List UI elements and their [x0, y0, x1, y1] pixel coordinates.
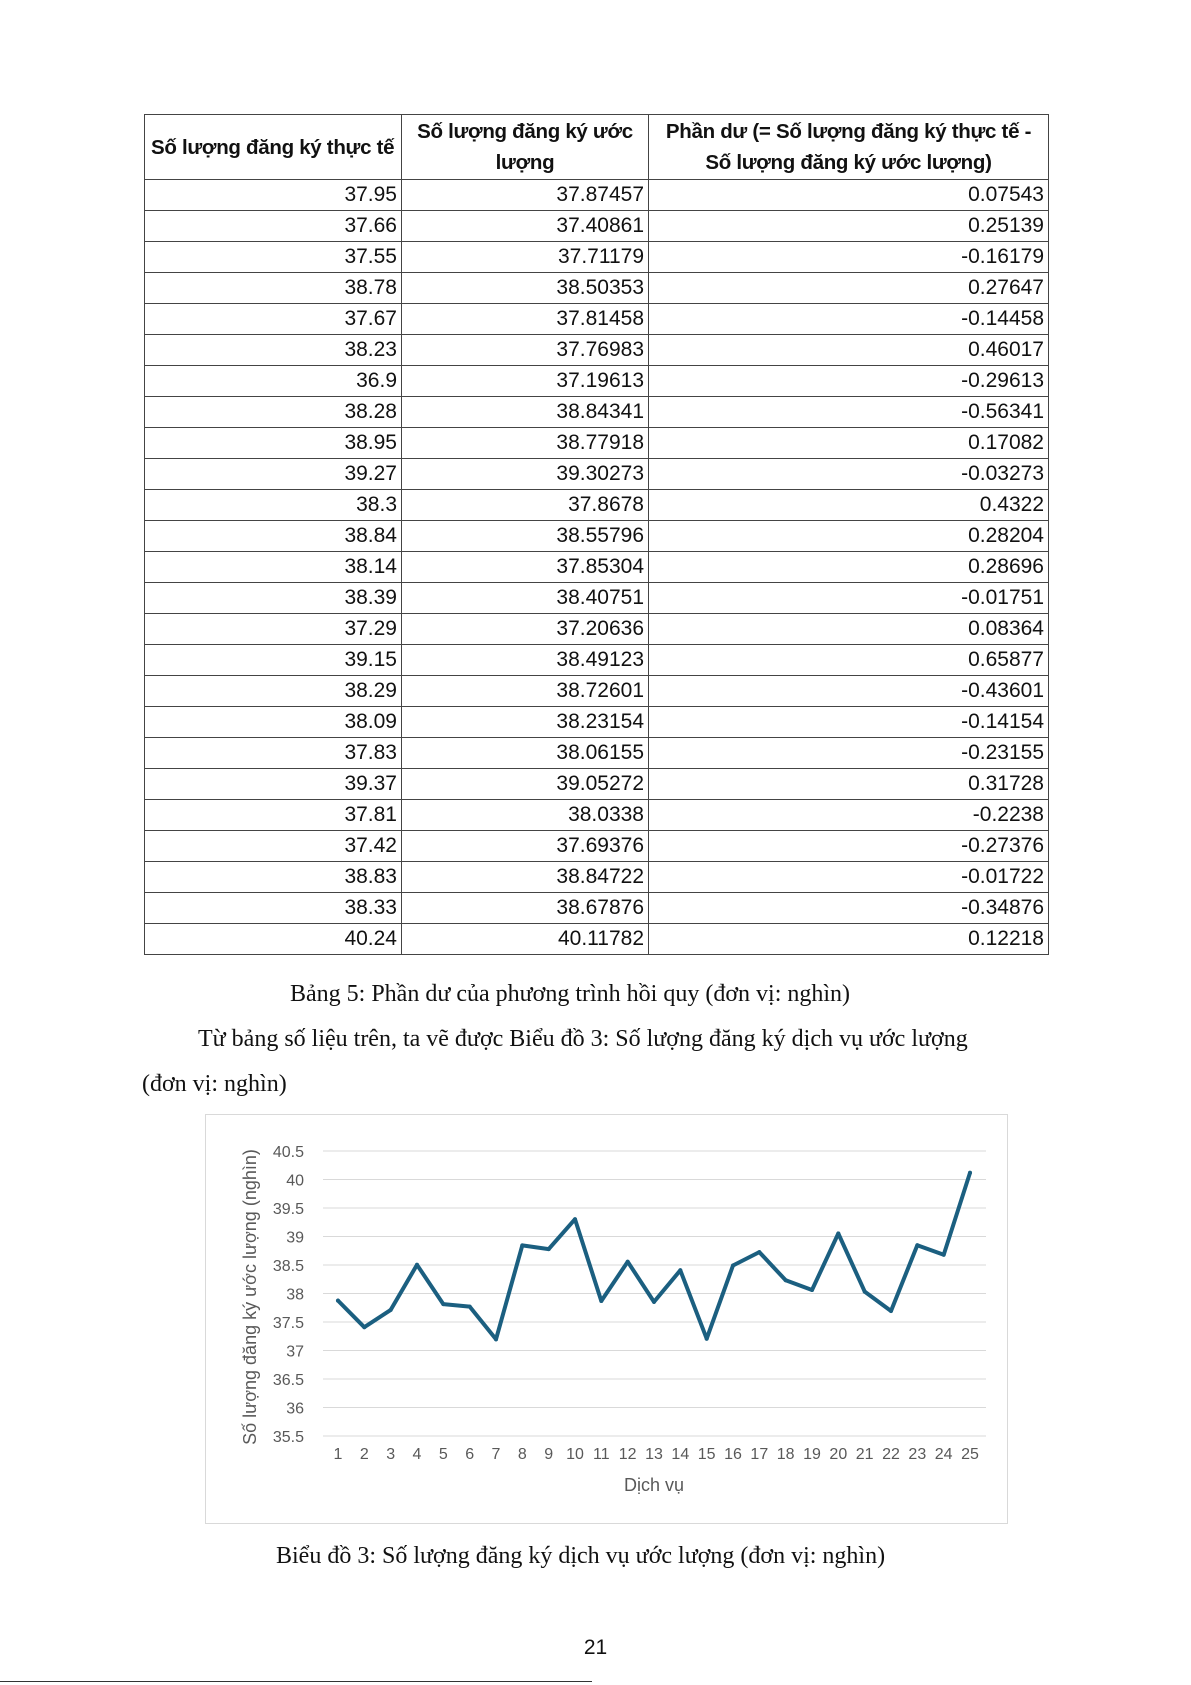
- table-row: [145, 924, 1049, 955]
- data-point: [468, 1305, 472, 1309]
- data-point: [494, 1337, 498, 1341]
- cell-estimated: 39.30273: [402, 459, 649, 490]
- cell-actual: 39.37: [145, 769, 402, 800]
- cell-actual: 38.84: [145, 521, 402, 552]
- data-point: [784, 1278, 788, 1282]
- cell-residual: 0.17082: [649, 428, 1049, 459]
- x-axis-title: Dịch vụ: [623, 1475, 685, 1495]
- cell-actual: 37.67: [145, 304, 402, 335]
- cell-residual: -0.56341: [649, 397, 1049, 428]
- x-tick-label: 8: [517, 1446, 527, 1463]
- table-row: [145, 211, 1049, 242]
- cell-residual: -0.27376: [649, 831, 1049, 862]
- data-point: [652, 1300, 656, 1304]
- cell-estimated: 38.72601: [402, 676, 649, 707]
- y-tick-label: 38: [286, 1286, 304, 1304]
- cell-residual: -0.43601: [649, 676, 1049, 707]
- data-point: [968, 1171, 972, 1175]
- x-tick-label: 7: [491, 1446, 501, 1463]
- cell-residual: -0.23155: [649, 738, 1049, 769]
- cell-estimated: 37.87457: [402, 180, 649, 211]
- y-tick-label: 40: [286, 1172, 304, 1190]
- table-row: [145, 614, 1049, 645]
- cell-actual: 38.78: [145, 273, 402, 304]
- header-actual: Số lượng đăng ký thực tế: [145, 115, 402, 180]
- paragraph-line-2: (đơn vị: nghìn): [142, 1071, 287, 1097]
- cell-actual: 38.29: [145, 676, 402, 707]
- cell-residual: 0.08364: [649, 614, 1049, 645]
- data-point: [863, 1290, 867, 1294]
- data-point: [573, 1217, 577, 1221]
- y-tick-label: 39.5: [272, 1201, 304, 1218]
- x-tick-label: 14: [671, 1446, 690, 1463]
- table-row: [145, 521, 1049, 552]
- x-tick-label: 13: [645, 1446, 663, 1463]
- table-row: [145, 583, 1049, 614]
- cell-residual: 0.25139: [649, 211, 1049, 242]
- table-header-row: [145, 115, 1049, 180]
- x-tick-label: 11: [593, 1446, 610, 1463]
- table-row: [145, 273, 1049, 304]
- y-tick-label: 37.5: [272, 1315, 304, 1332]
- cell-residual: 0.27647: [649, 273, 1049, 304]
- data-point: [415, 1263, 419, 1267]
- cell-actual: 38.83: [145, 862, 402, 893]
- x-tick-label: 22: [882, 1446, 900, 1463]
- data-point: [810, 1288, 814, 1292]
- data-point: [362, 1325, 366, 1329]
- cell-actual: 38.95: [145, 428, 402, 459]
- table-row: [145, 304, 1049, 335]
- data-point: [705, 1337, 709, 1341]
- cell-actual: 38.3: [145, 490, 402, 521]
- cell-actual: 38.09: [145, 707, 402, 738]
- cell-actual: 39.27: [145, 459, 402, 490]
- cell-residual: -0.01751: [649, 583, 1049, 614]
- cell-actual: 38.28: [145, 397, 402, 428]
- cell-estimated: 38.84722: [402, 862, 649, 893]
- cell-actual: 38.23: [145, 335, 402, 366]
- cell-residual: 0.4322: [649, 490, 1049, 521]
- x-tick-label: 19: [803, 1446, 821, 1463]
- data-point: [915, 1243, 919, 1247]
- table-row: [145, 552, 1049, 583]
- table-row: [145, 707, 1049, 738]
- cell-estimated: 37.40861: [402, 211, 649, 242]
- table-row: [145, 893, 1049, 924]
- data-point: [599, 1299, 603, 1303]
- y-tick-label: 38.5: [272, 1258, 304, 1275]
- header-estimated: Số lượng đăng ký ước lượng: [402, 115, 649, 180]
- cell-estimated: 37.81458: [402, 304, 649, 335]
- cell-residual: 0.28204: [649, 521, 1049, 552]
- cell-estimated: 37.8678: [402, 490, 649, 521]
- cell-actual: 37.81: [145, 800, 402, 831]
- table-body: [145, 180, 1049, 955]
- cell-actual: 39.15: [145, 645, 402, 676]
- table-row: [145, 366, 1049, 397]
- x-tick-label: 9: [544, 1446, 554, 1463]
- table-row: [145, 862, 1049, 893]
- cell-estimated: 38.0338: [402, 800, 649, 831]
- table-caption: Bảng 5: Phần dư của phương trình hồi quy (đơn vị: nghìn): [290, 981, 851, 1007]
- cell-estimated: 38.55796: [402, 521, 649, 552]
- cell-actual: 36.9: [145, 366, 402, 397]
- data-point: [389, 1308, 393, 1312]
- x-tick-label: 3: [386, 1446, 396, 1463]
- page-number: 21: [583, 1636, 608, 1659]
- y-axis-title: Số lượng đăng ký ước lượng (nghìn): [240, 1149, 260, 1445]
- x-tick-label: 21: [855, 1446, 874, 1463]
- y-tick-label: 35.5: [272, 1429, 304, 1446]
- cell-residual: -0.2238: [649, 800, 1049, 831]
- y-tick-label: 40.5: [272, 1144, 304, 1161]
- cell-estimated: 37.69376: [402, 831, 649, 862]
- x-tick-label: 6: [465, 1446, 475, 1463]
- x-tick-label: 16: [724, 1446, 742, 1463]
- cell-estimated: 38.77918: [402, 428, 649, 459]
- cell-actual: 38.33: [145, 893, 402, 924]
- cell-actual: 37.83: [145, 738, 402, 769]
- data-point: [836, 1231, 840, 1235]
- cell-estimated: 37.85304: [402, 552, 649, 583]
- header-residual: Phần dư (= Số lượng đăng ký thực tế - Số lượng đăng ký ước lượng): [649, 115, 1049, 180]
- cell-residual: -0.16179: [649, 242, 1049, 273]
- cell-estimated: 38.23154: [402, 707, 649, 738]
- table-row: [145, 676, 1049, 707]
- y-tick-label: 36.5: [272, 1372, 304, 1389]
- x-tick-label: 5: [438, 1446, 448, 1463]
- data-point: [678, 1268, 682, 1272]
- x-tick-label: 23: [908, 1446, 927, 1463]
- table-row: [145, 800, 1049, 831]
- x-tick-label: 10: [566, 1446, 584, 1463]
- x-tick-label: 1: [333, 1446, 343, 1463]
- cell-residual: 0.46017: [649, 335, 1049, 366]
- chart-svg: [206, 1115, 1007, 1523]
- data-point: [547, 1247, 551, 1251]
- cell-actual: 40.24: [145, 924, 402, 955]
- x-tick-label: 4: [412, 1446, 422, 1463]
- table-row: [145, 645, 1049, 676]
- cell-actual: 38.14: [145, 552, 402, 583]
- cell-estimated: 38.67876: [402, 893, 649, 924]
- x-tick-label: 18: [776, 1446, 795, 1463]
- cell-actual: 37.55: [145, 242, 402, 273]
- cell-actual: 37.95: [145, 180, 402, 211]
- data-point: [731, 1263, 735, 1267]
- chart-caption: Biểu đồ 3: Số lượng đăng ký dịch vụ ước lượng (đơn vị: nghìn): [276, 1543, 886, 1569]
- data-point: [441, 1302, 445, 1306]
- data-point: [520, 1243, 524, 1247]
- x-tick-label: 17: [750, 1446, 769, 1463]
- cell-residual: 0.31728: [649, 769, 1049, 800]
- cell-estimated: 38.50353: [402, 273, 649, 304]
- cell-residual: 0.65877: [649, 645, 1049, 676]
- x-tick-label: 24: [934, 1446, 953, 1463]
- table-row: [145, 335, 1049, 366]
- cell-estimated: 39.05272: [402, 769, 649, 800]
- cell-estimated: 37.20636: [402, 614, 649, 645]
- cell-actual: 38.39: [145, 583, 402, 614]
- cell-residual: 0.12218: [649, 924, 1049, 955]
- cell-residual: 0.28696: [649, 552, 1049, 583]
- table-row: [145, 831, 1049, 862]
- cell-estimated: 37.76983: [402, 335, 649, 366]
- cell-estimated: 40.11782: [402, 924, 649, 955]
- x-tick-label: 25: [961, 1446, 979, 1463]
- y-tick-label: 39: [286, 1229, 304, 1247]
- cell-estimated: 38.84341: [402, 397, 649, 428]
- table-row: [145, 180, 1049, 211]
- data-point: [889, 1309, 893, 1313]
- cell-estimated: 38.49123: [402, 645, 649, 676]
- cell-estimated: 38.06155: [402, 738, 649, 769]
- cell-actual: 37.42: [145, 831, 402, 862]
- cell-residual: -0.34876: [649, 893, 1049, 924]
- cell-residual: 0.07543: [649, 180, 1049, 211]
- cell-residual: -0.01722: [649, 862, 1049, 893]
- cell-actual: 37.66: [145, 211, 402, 242]
- y-tick-label: 36: [286, 1400, 304, 1418]
- table-row: [145, 397, 1049, 428]
- data-point: [336, 1299, 340, 1303]
- cell-estimated: 37.71179: [402, 242, 649, 273]
- cell-estimated: 37.19613: [402, 366, 649, 397]
- residuals-table: [144, 114, 1049, 955]
- cell-residual: -0.14458: [649, 304, 1049, 335]
- x-tick-label: 20: [829, 1446, 848, 1463]
- paragraph-line-1: Từ bảng số liệu trên, ta vẽ được Biểu đồ 3: Số lượng đăng ký dịch vụ ước lượng: [198, 1026, 968, 1052]
- footer-rule: [0, 1681, 592, 1682]
- table-row: [145, 428, 1049, 459]
- data-point: [757, 1250, 761, 1254]
- cell-residual: -0.14154: [649, 707, 1049, 738]
- table-row: [145, 459, 1049, 490]
- table-row: [145, 490, 1049, 521]
- cell-residual: -0.03273: [649, 459, 1049, 490]
- line-chart: [205, 1114, 1008, 1524]
- cell-actual: 37.29: [145, 614, 402, 645]
- x-tick-label: 2: [359, 1446, 369, 1463]
- x-tick-label: 15: [697, 1446, 716, 1463]
- data-point: [942, 1253, 946, 1257]
- series-line: [338, 1173, 970, 1340]
- y-tick-label: 37: [286, 1343, 304, 1361]
- cell-estimated: 38.40751: [402, 583, 649, 614]
- cell-residual: -0.29613: [649, 366, 1049, 397]
- data-point: [626, 1260, 630, 1264]
- table-row: [145, 738, 1049, 769]
- table-row: [145, 242, 1049, 273]
- x-tick-label: 12: [618, 1446, 637, 1463]
- table-row: [145, 769, 1049, 800]
